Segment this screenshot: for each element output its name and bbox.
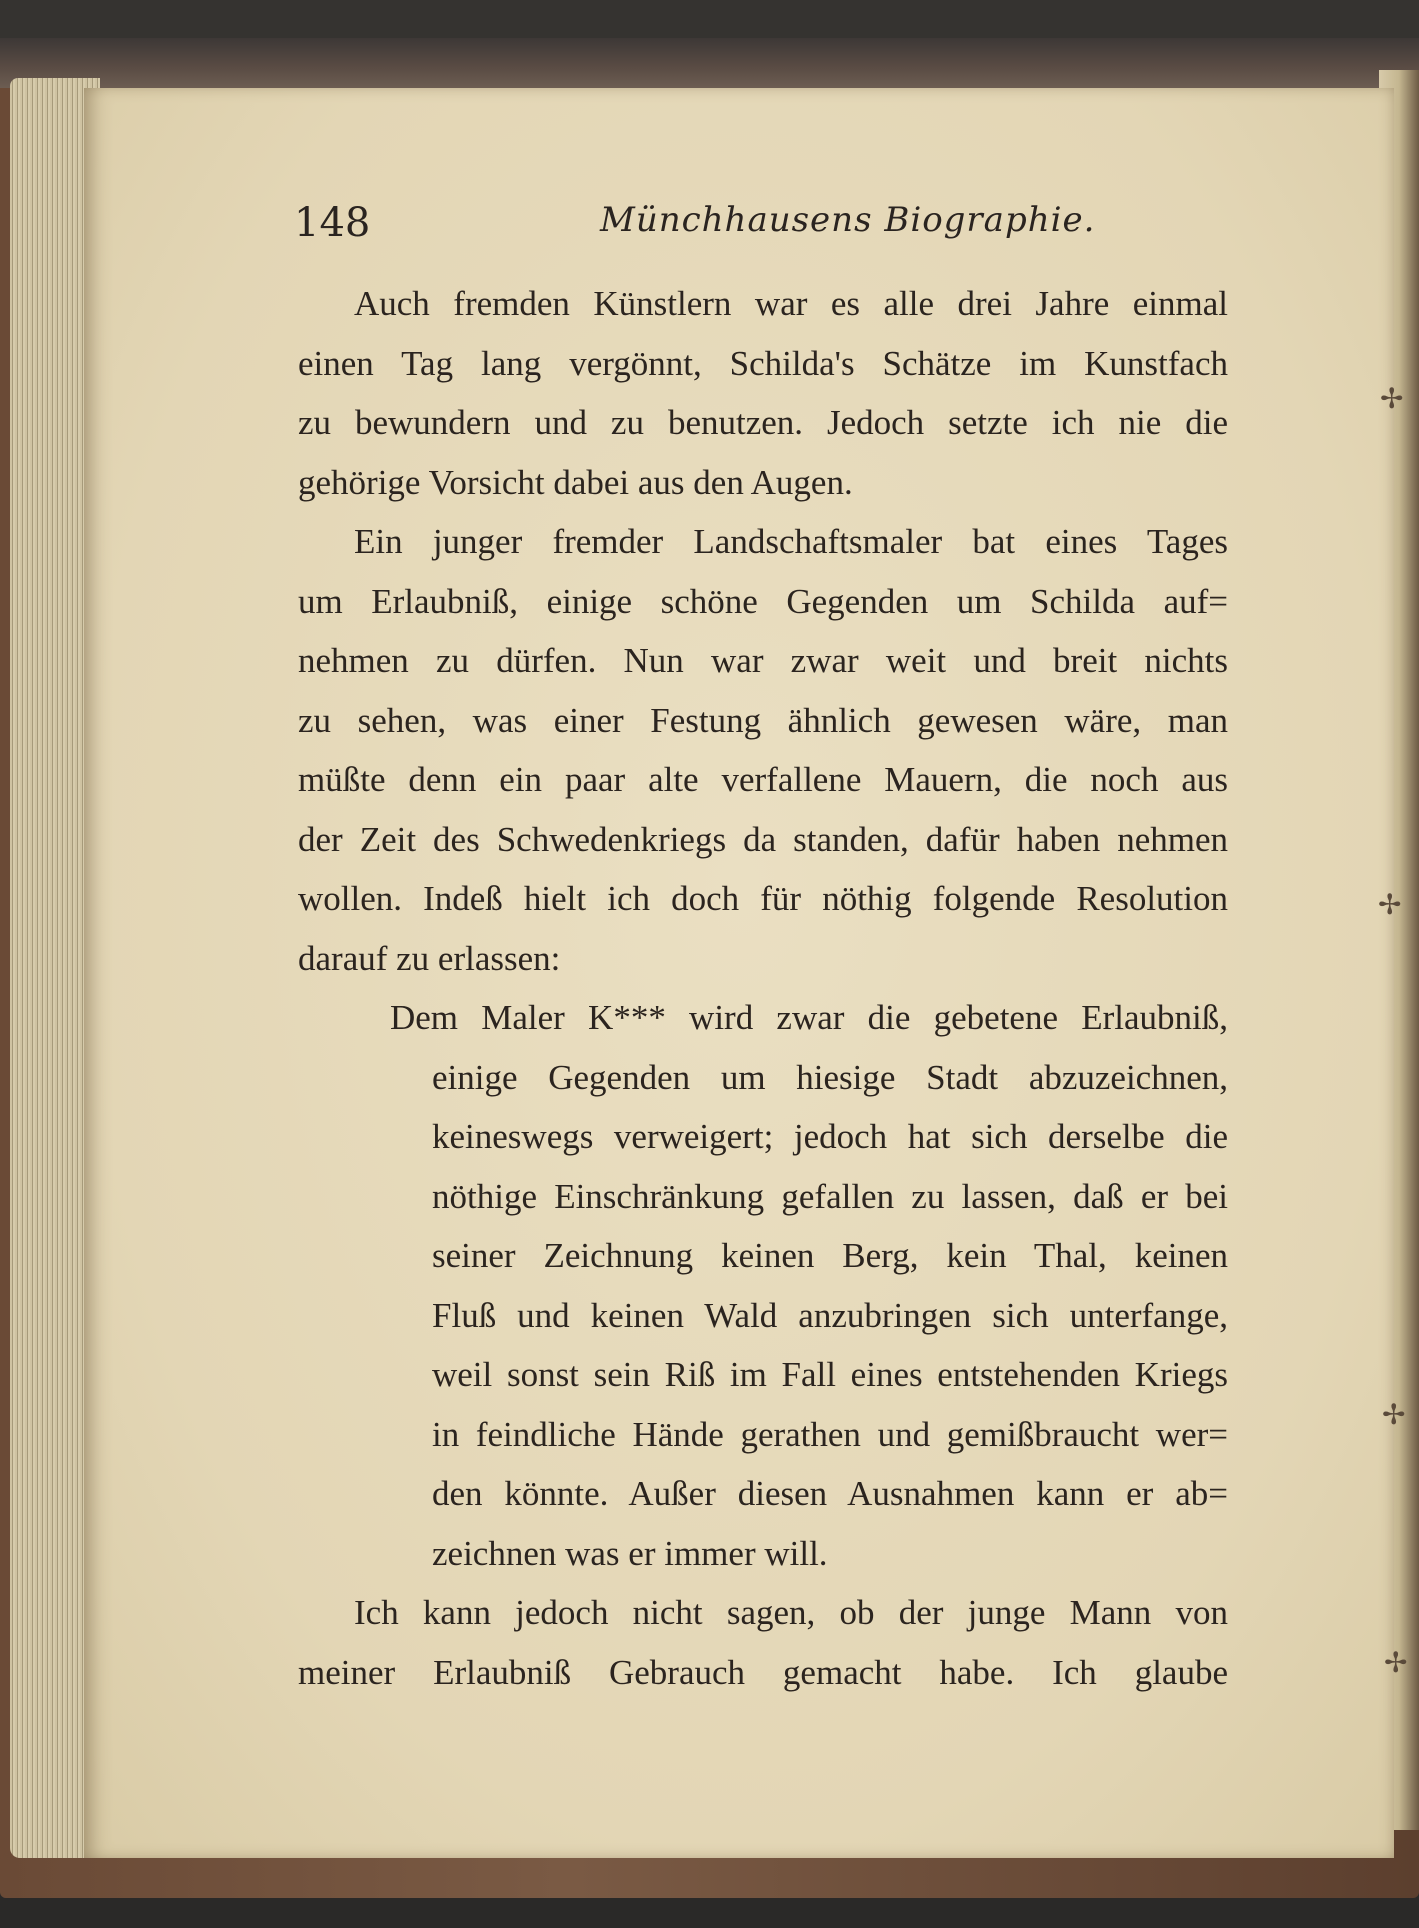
paragraph-2 <box>298 512 1228 988</box>
text-line: wollen. Indeß hielt ich doch für nöthig folgende Resolution <box>298 879 1228 918</box>
text-line: Fluß und keinen Wald anzubringen sich unterfange, <box>432 1295 1228 1335</box>
paragraph-3 <box>298 1583 1228 1702</box>
text-line: zu sehen, was einer Festung ähnlich gewesen wäre, man <box>298 700 1228 740</box>
text-line: einen Tag lang vergönnt, Schilda's Schätze im Kunstfach <box>298 343 1228 383</box>
text-line: nöthige Einschränkung gefallen zu lassen, daß er bei <box>432 1176 1228 1216</box>
resolution-quote <box>298 988 1228 1583</box>
text-line: darauf zu erlassen: <box>298 938 561 978</box>
margin-cross-mark: ✢ <box>1384 1646 1408 1679</box>
text-line: müßte denn ein paar alte verfallene Mauern, die noch aus <box>298 760 1228 799</box>
text-line: gehörige Vorsicht dabei aus den Augen. <box>298 462 853 502</box>
text-line: Ich kann jedoch nicht sagen, ob der junge Mann von <box>354 1593 1228 1632</box>
text-line: um Erlaubniß, einige schöne Gegenden um Schilda auf= <box>298 581 1228 621</box>
text-line: zeichnen was er immer will. <box>432 1533 828 1573</box>
text-line: in feindliche Hände gerathen und gemißbraucht wer= <box>432 1414 1228 1454</box>
page-number: 148 <box>294 200 371 246</box>
text-line: den könnte. Außer diesen Ausnahmen kann er ab= <box>432 1474 1228 1513</box>
text-line: seiner Zeichnung keinen Berg, kein Thal, keinen <box>432 1236 1228 1275</box>
margin-cross-mark: ✢ <box>1378 888 1402 921</box>
cover-top-edge <box>0 38 1419 88</box>
paragraph-1 <box>298 274 1228 512</box>
text-line: zu bewundern und zu benutzen. Jedoch setzte ich nie die <box>298 403 1228 442</box>
text-line: weil sonst sein Riß im Fall eines entstehenden Kriegs <box>432 1355 1228 1394</box>
margin-cross-mark: ✢ <box>1382 1398 1406 1431</box>
text-line: Ein junger fremder Landschaftsmaler bat eines Tages <box>354 522 1228 561</box>
running-title: Münchhausens Biographie. <box>600 200 1096 240</box>
text-line: keineswegs verweigert; jedoch hat sich derselbe die <box>432 1117 1228 1156</box>
text-line: Dem Maler K*** wird zwar die gebetene Erlaubniß, <box>390 998 1228 1037</box>
text-line: der Zeit des Schwedenkriegs da standen, dafür haben nehmen <box>298 819 1228 859</box>
text-line: einige Gegenden um hiesige Stadt abzuzeichnen, <box>432 1057 1228 1097</box>
text-line: nehmen zu dürfen. Nun war zwar weit und breit nichts <box>298 641 1228 680</box>
body-text <box>298 274 1228 1702</box>
margin-cross-mark: ✢ <box>1380 382 1404 415</box>
text-line: meiner Erlaubniß Gebrauch gemacht habe. Ich glaube <box>298 1652 1228 1692</box>
text-line: Auch fremden Künstlern war es alle drei Jahre einmal <box>354 284 1228 323</box>
